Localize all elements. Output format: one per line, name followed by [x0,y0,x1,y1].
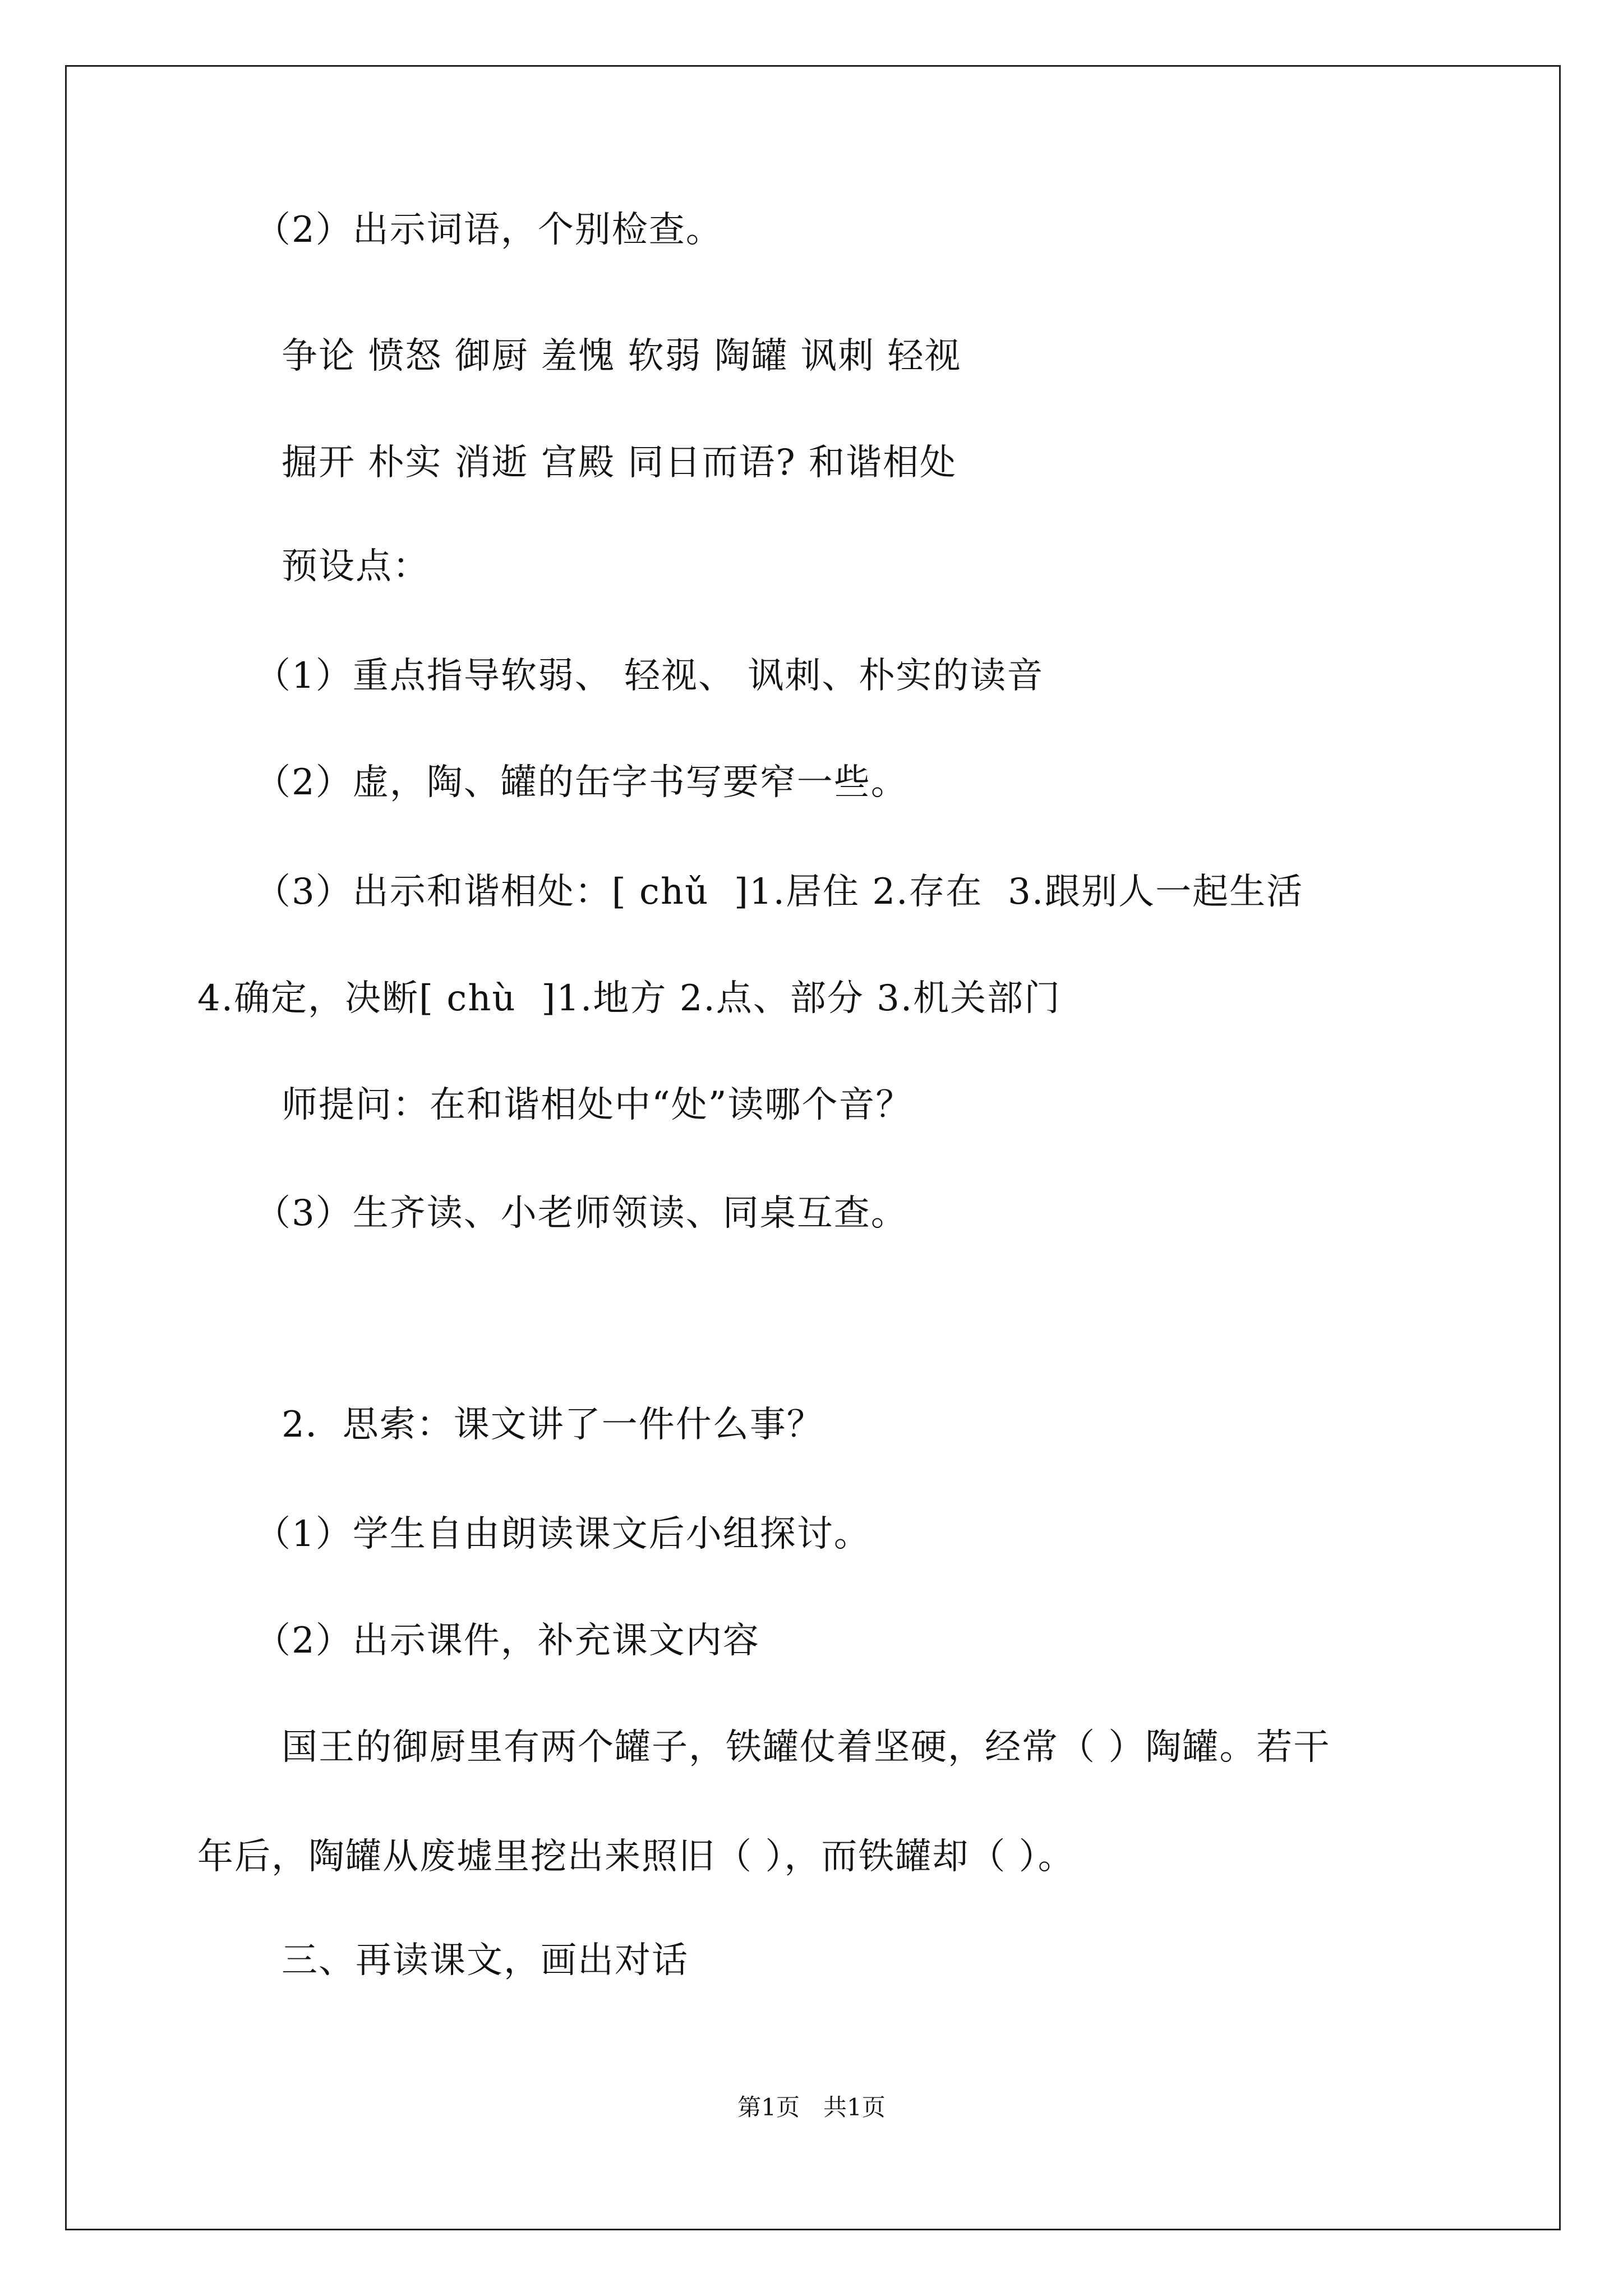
text-line: 争论 愤怒 御厨 羞愧 软弱 陶罐 讽刺 轻视 [282,335,962,377]
text-line: （2）出示课件，补充课文内容 [255,1620,760,1662]
text-line: 4.确定，决断[ chù ]1.地方 2.点、部分 3.机关部门 [197,978,1062,1019]
text-line: 年后，陶罐从废墟里挖出来照旧（ ），而铁罐却（ ）。 [197,1836,1075,1878]
text-line: 国王的御厨里有两个罐子，铁罐仗着坚硬，经常（ ）陶罐。若干 [282,1727,1331,1768]
text-line: （3）生齐读、小老师领读、同桌互查。 [255,1193,908,1234]
text-line: 三、再读课文，画出对话 [282,1940,689,1981]
text-line: 掘开 朴实 消逝 宫殿 同日而语? 和谐相处 [282,442,957,484]
text-line: 预设点： [282,546,430,587]
text-line: 2．思索：课文讲了一件什么事？ [282,1404,824,1446]
page-border [65,65,1561,2230]
text-line: （1）重点指导软弱、 轻视、 讽刺、朴实的读音 [255,655,1044,697]
text-line: （3）出示和谐相处：[ chǔ ]1.居住 2.存在 3.跟别人一起生活 [255,871,1304,913]
text-line: （2）出示词语，个别检查。 [255,209,723,251]
page-footer: 第1页 共1页 [737,2093,886,2121]
text-line: （1）学生自由朗读课文后小组探讨。 [255,1513,871,1555]
text-line: （2）虚，陶、罐的缶字书写要窄一些。 [255,762,908,803]
text-line: 师提问：在和谐相处中“处”读哪个音？ [282,1084,913,1126]
